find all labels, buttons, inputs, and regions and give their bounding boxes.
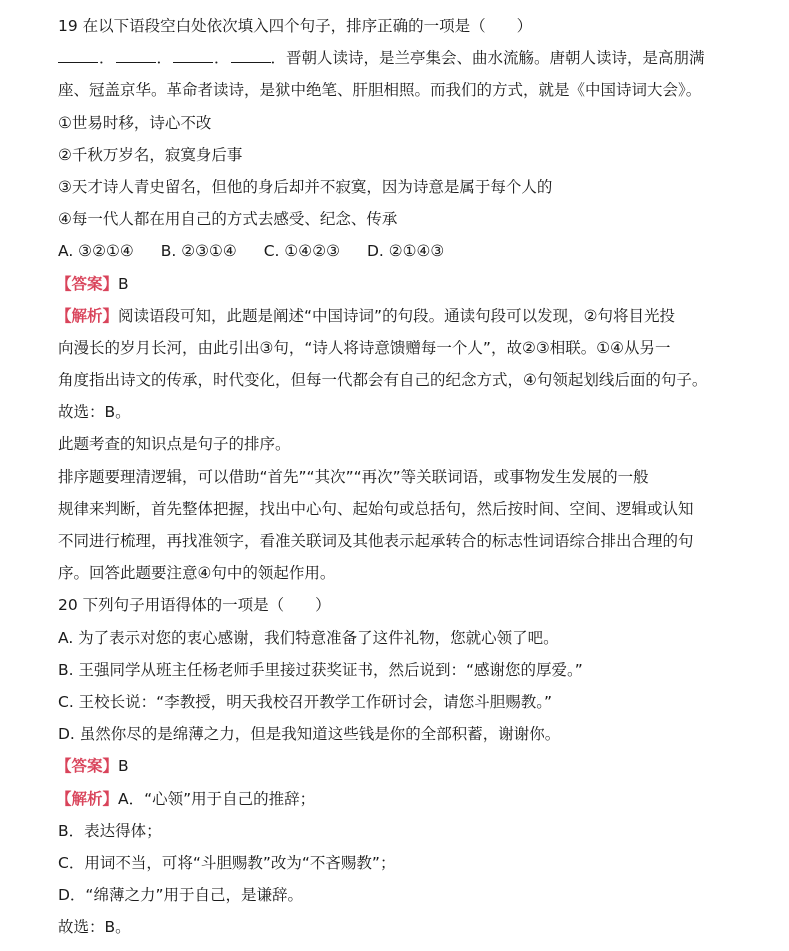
q19-analysis-line: 排序题要理清逻辑，可以借助“首先”“其次”“再次”等关联词语，或事物发生发展的一般: [58, 467, 649, 486]
answer-value: B: [118, 757, 129, 776]
q19-analysis-line: 此题考查的知识点是句子的排序。: [58, 435, 291, 454]
q19-stem: 19 在以下语段空白处依次填入四个句子，排序正确的一项是（ ）: [58, 17, 533, 35]
q20-answer: [58, 750, 778, 782]
q19-analysis-line: 角度指出诗文的传承，时代变化，但每一代都会有自己的纪念方式，④句领起划线后面的句子。: [58, 371, 708, 390]
q20-option-a: A. 为了表示对您的衷心感谢，我们特意准备了这件礼物，您就心领了吧。: [58, 628, 559, 647]
q19-item: ④每一代人都在用自己的方式去感受、纪念、传承: [58, 210, 398, 229]
q19-analysis-line: 不同进行梳理，再找准领字，看准关联词及其他表示起承转合的标志性词语综合排出合理的句: [58, 532, 694, 550]
q19-option-d: D. ②①④③: [366, 242, 445, 261]
analysis-tag: 【解析】: [56, 789, 119, 808]
q20-stem: 20 下列句子用语得体的一项是（ ）: [58, 596, 331, 615]
blank-4: [231, 48, 271, 63]
q19-item: ②千秋万岁名，寂寞身后事: [58, 145, 243, 164]
blank-3: [173, 48, 213, 63]
q19-item: ①世易时移，诗心不改: [58, 113, 212, 132]
q19-analysis-line: 规律来判断，首先整体把握，找出中心句、起始句或总括句，然后按时间、空间、逻辑或认知: [58, 499, 694, 518]
q19-item: ③天才诗人青史留名，但他的身后却并不寂寞，因为诗意是属于每个人的: [58, 177, 553, 196]
blank-2: [116, 48, 156, 63]
q19-option-a: A. ③②①④: [58, 242, 134, 261]
q20-option-c: C. 王校长说：“李教授，明天我校召开教学工作研讨会，请您斗胆赐教。”: [58, 692, 552, 711]
q20-analysis-line: [58, 783, 778, 815]
q20-analysis-line: 故选：B。: [58, 918, 131, 937]
answer-value: B: [118, 274, 129, 293]
q20-analysis-line: D．“绵薄之力”用于自己，是谦辞。: [58, 886, 303, 905]
q19-passage-tail: ．晋朝人读诗，是兰亭集会、曲水流觞。唐朝人读诗，是高朋满: [270, 49, 705, 68]
q19-analysis-line: [58, 300, 778, 332]
q19-option-c: C. ①④②③: [263, 242, 340, 261]
q19-options: [58, 235, 778, 267]
blank-1: [58, 48, 98, 63]
q19-analysis-line: 向漫长的岁月长河，由此引出③句，“诗人将诗意馈赠每一个人”，故②③相联。①④从另一: [58, 338, 671, 357]
analysis-text: A．“心领”用于自己的推辞；: [118, 789, 316, 808]
analysis-tag: 【解析】: [56, 306, 119, 325]
analysis-text: 阅读语段可知，此题是阐述“中国诗词”的句段。通读句段可以发现，②句将目光投: [118, 306, 675, 325]
q20-analysis-line: C．用词不当，可将“斗胆赐教”改为“不吝赐教”；: [58, 853, 396, 872]
q19-answer: [58, 268, 778, 300]
q20-option-d: D. 虽然你尽的是绵薄之力，但是我知道这些钱是你的全部积蓄，谢谢你。: [58, 725, 561, 744]
q19-option-b: B. ②③①④: [160, 242, 237, 261]
q19-analysis-line: 故选：B。: [58, 403, 131, 422]
answer-tag: 【答案】: [56, 274, 119, 293]
q19-passage-line1: ． ． ． ．晋朝人读诗，是兰亭集会、曲水流觞。唐朝人读诗，是高朋满: [58, 42, 778, 74]
q19-analysis-line: 序。回答此题要注意④句中的领起作用。: [58, 564, 336, 583]
document-page: [58, 10, 778, 943]
q20-option-b: B. 王强同学从班主任杨老师手里接过获奖证书，然后说到：“感谢您的厚爱。”: [58, 660, 583, 679]
answer-tag: 【答案】: [56, 757, 119, 776]
q20-analysis-line: B．表达得体；: [58, 821, 162, 840]
q19-passage-line2: 座、冠盖京华。革命者读诗，是狱中绝笔、肝胆相照。而我们的方式，就是《中国诗词大会》。: [58, 81, 702, 100]
